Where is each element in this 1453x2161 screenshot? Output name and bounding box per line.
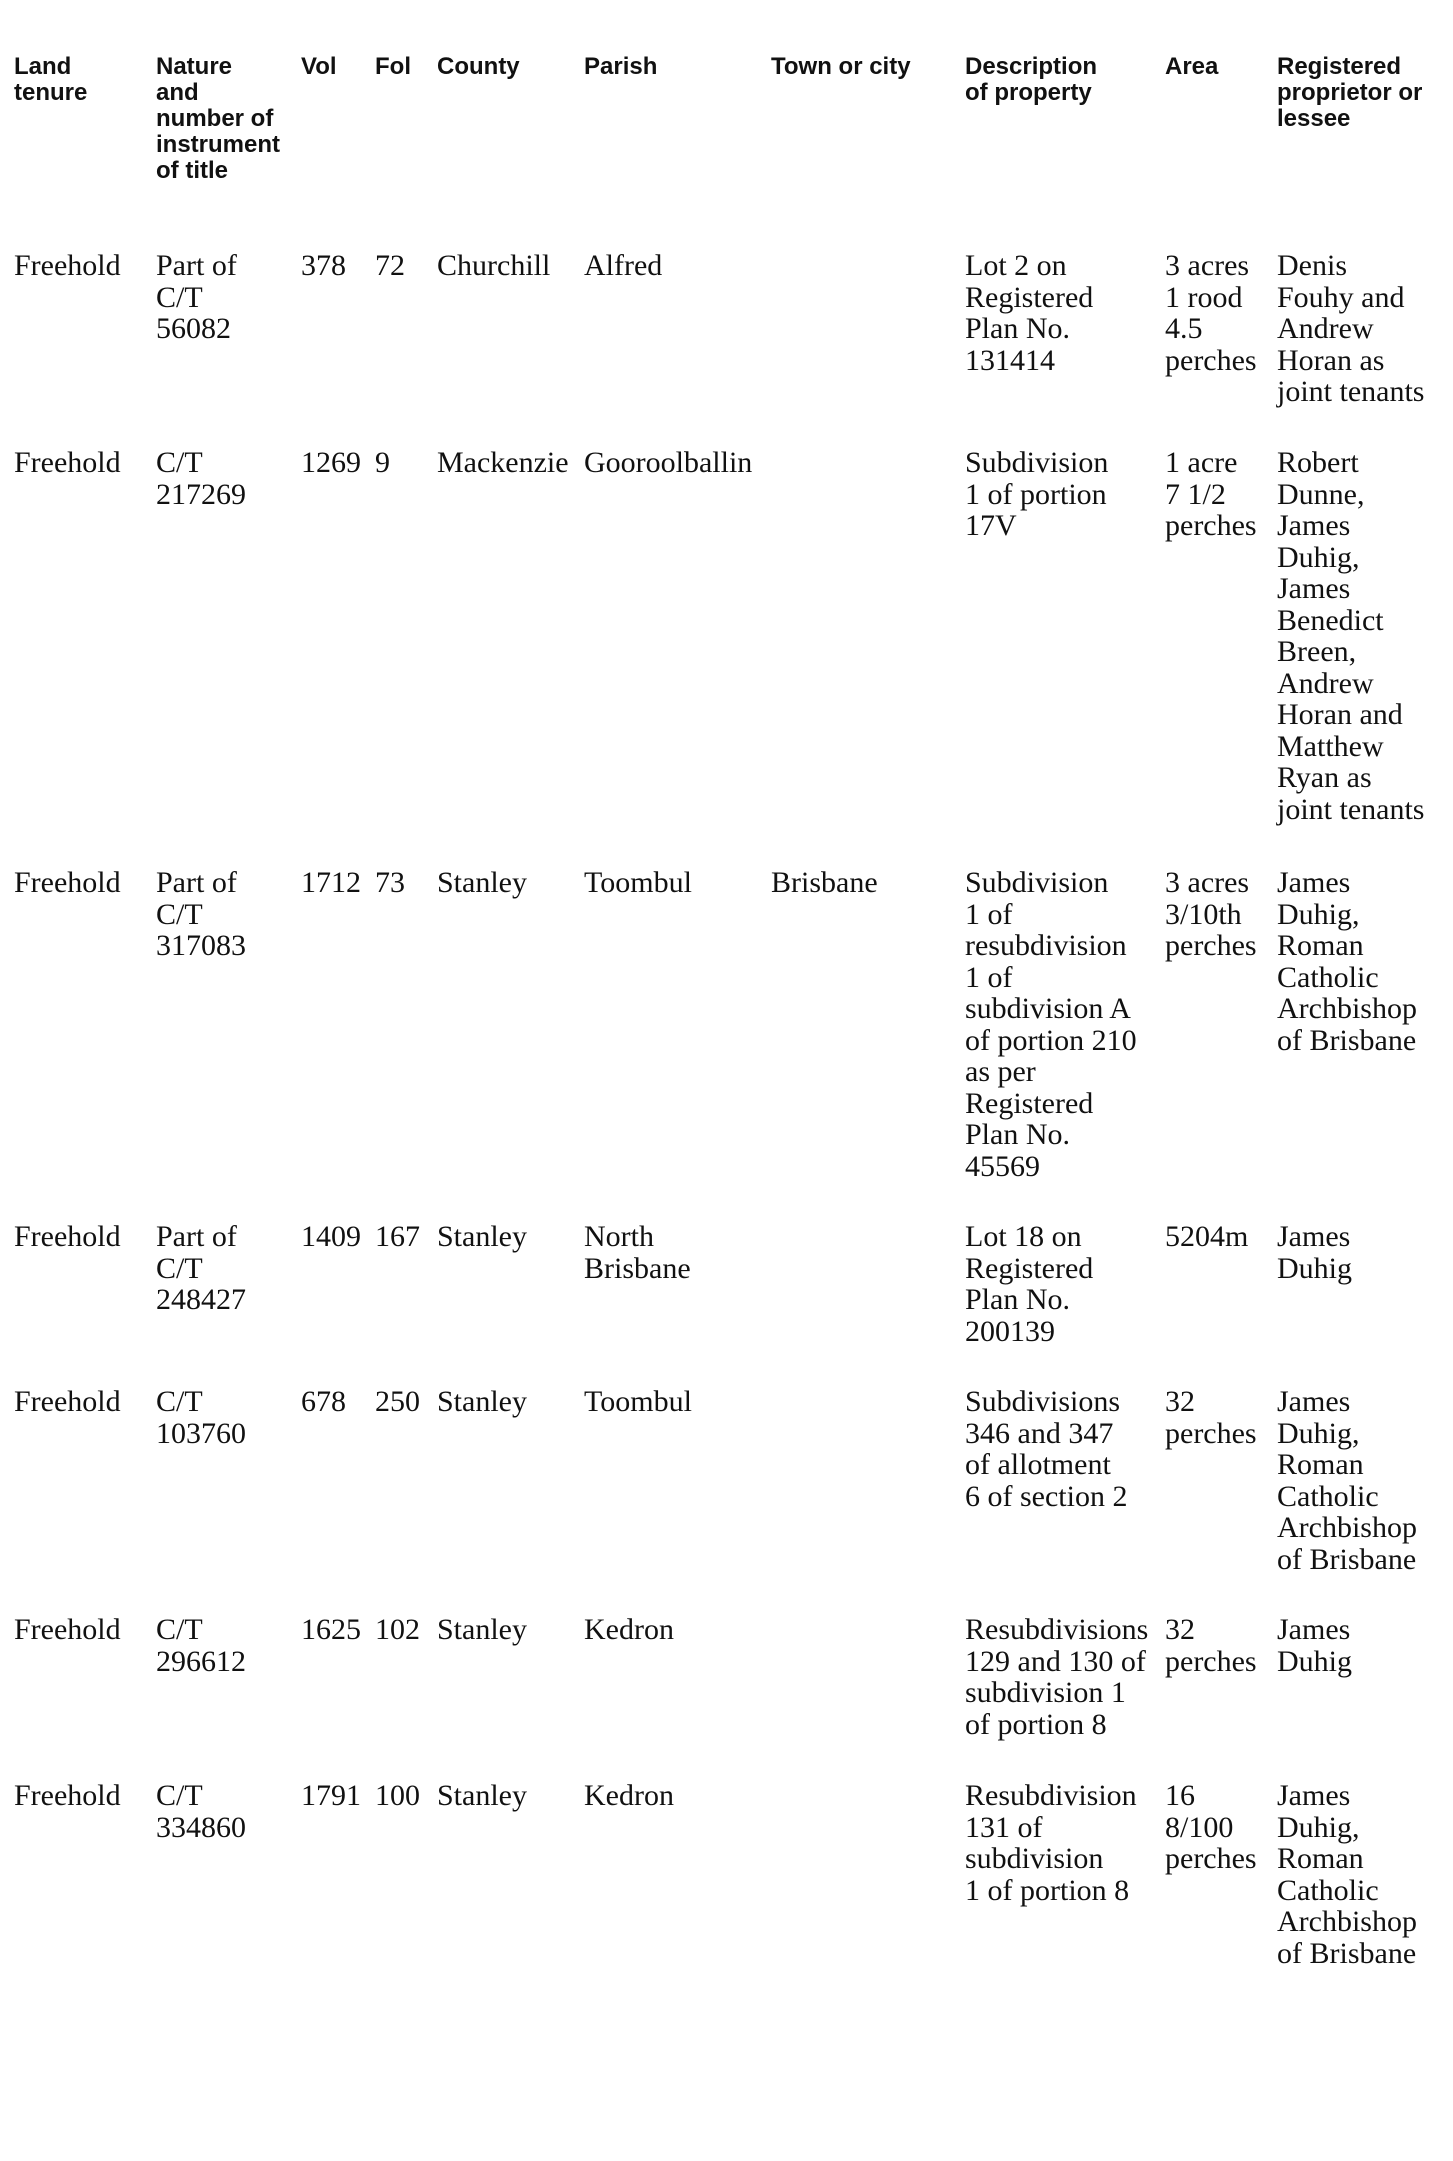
table-header (14, 54, 1444, 250)
cell-tenure: Freehold (14, 1613, 121, 1646)
cell-description: Resubdivision 131 of subdivision 1 of portion 8 (965, 1779, 1137, 1907)
cell-area: 1 acre 7 1/2 perches (1165, 446, 1257, 542)
table-row (14, 447, 1444, 867)
cell-nature: C/T 103760 (156, 1385, 246, 1450)
cell-proprietor: James Duhig, Roman Catholic Archbishop of Brisbane (1277, 1779, 1417, 1970)
cell-fol: 100 (375, 1779, 420, 1812)
cell-county: Mackenzie (437, 446, 569, 479)
table-row (14, 1386, 1444, 1614)
table-row (14, 1221, 1444, 1386)
cell-proprietor: James Duhig, Roman Catholic Archbishop of Brisbane (1277, 1385, 1417, 1576)
cell-parish: Toombul (584, 1385, 692, 1418)
table-row (14, 1780, 1444, 1980)
cell-fol: 102 (375, 1613, 420, 1646)
cell-town (771, 250, 965, 447)
table-body (14, 250, 1444, 1980)
cell-proprietor: James Duhig (1277, 1220, 1352, 1285)
header-fol: Fol (375, 53, 411, 80)
land-title-table (14, 54, 1444, 1980)
cell-vol: 1625 (301, 1613, 361, 1646)
header-land-tenure: Land tenure (14, 53, 88, 106)
cell-tenure: Freehold (14, 1220, 121, 1253)
cell-tenure: Freehold (14, 1385, 121, 1418)
header-area: Area (1165, 53, 1219, 80)
cell-area: 32 perches (1165, 1385, 1257, 1450)
cell-county: Stanley (437, 1779, 527, 1812)
cell-town (771, 447, 965, 867)
cell-nature: C/T 217269 (156, 446, 246, 511)
header-description: Description of property (965, 53, 1098, 106)
cell-description: Resubdivisions 129 and 130 of subdivision 1 of portion 8 (965, 1613, 1149, 1741)
cell-description: Lot 18 on Registered Plan No. 200139 (965, 1220, 1094, 1348)
header-row (14, 54, 1444, 250)
cell-town (771, 1614, 965, 1780)
cell-tenure: Freehold (14, 866, 121, 899)
cell-fol: 167 (375, 1220, 420, 1253)
table-row (14, 250, 1444, 447)
cell-fol: 9 (375, 446, 390, 479)
cell-area: 3 acres 3/10th perches (1165, 866, 1257, 962)
cell-fol: 250 (375, 1385, 420, 1418)
cell-tenure: Freehold (14, 446, 121, 479)
land-register-page (14, 54, 1444, 1980)
table-row (14, 1614, 1444, 1780)
cell-nature: Part of C/T 56082 (156, 249, 237, 345)
cell-area: 3 acres 1 rood 4.5 perches (1165, 249, 1257, 377)
cell-area: 16 8/100 perches (1165, 1779, 1257, 1875)
header-nature-instrument: Nature and number of instrument of title (156, 53, 281, 184)
cell-area: 32 perches (1165, 1613, 1257, 1678)
header-proprietor: Registered proprietor or lessee (1277, 53, 1423, 132)
cell-area: 5204m (1165, 1220, 1249, 1253)
cell-vol: 378 (301, 249, 346, 282)
cell-town (771, 1386, 965, 1614)
cell-vol: 678 (301, 1385, 346, 1418)
cell-tenure: Freehold (14, 249, 121, 282)
cell-proprietor: James Duhig, Roman Catholic Archbishop of Brisbane (1277, 866, 1417, 1057)
cell-parish: North Brisbane (584, 1220, 691, 1285)
cell-vol: 1269 (301, 446, 361, 479)
cell-description: Subdivision 1 of resubdivision 1 of subdivision A of portion 210 as per Registered Plan No. 45569 (965, 866, 1137, 1183)
cell-nature: Part of C/T 317083 (156, 866, 246, 962)
cell-county: Stanley (437, 1385, 527, 1418)
cell-fol: 73 (375, 866, 405, 899)
table-row (14, 867, 1444, 1221)
header-town: Town or city (771, 53, 911, 80)
cell-vol: 1712 (301, 866, 361, 899)
cell-description: Subdivision 1 of portion 17V (965, 446, 1109, 542)
cell-description: Subdivisions 346 and 347 of allotment 6 of section 2 (965, 1385, 1128, 1513)
cell-proprietor: James Duhig (1277, 1613, 1352, 1678)
cell-vol: 1791 (301, 1779, 361, 1812)
cell-parish: Alfred (584, 249, 663, 282)
cell-county: Stanley (437, 866, 527, 899)
cell-fol: 72 (375, 249, 405, 282)
cell-town: Brisbane (771, 866, 878, 899)
header-vol: Vol (301, 53, 337, 80)
cell-proprietor: Denis Fouhy and Andrew Horan as joint tenants (1277, 249, 1425, 408)
cell-parish: Kedron (584, 1779, 674, 1812)
cell-description: Lot 2 on Registered Plan No. 131414 (965, 249, 1094, 377)
cell-tenure: Freehold (14, 1779, 121, 1812)
cell-county: Stanley (437, 1220, 527, 1253)
cell-parish: Kedron (584, 1613, 674, 1646)
cell-county: Churchill (437, 249, 551, 282)
cell-vol: 1409 (301, 1220, 361, 1253)
cell-nature: C/T 334860 (156, 1779, 246, 1844)
cell-county: Stanley (437, 1613, 527, 1646)
cell-proprietor: Robert Dunne, James Duhig, James Benedict Breen, Andrew Horan and Matthew Ryan as joint tenants (1277, 446, 1425, 826)
cell-parish: Toombul (584, 866, 692, 899)
header-parish: Parish (584, 53, 658, 80)
cell-nature: Part of C/T 248427 (156, 1220, 246, 1316)
cell-town (771, 1221, 965, 1386)
cell-parish: Gooroolballin (584, 446, 753, 479)
cell-town (771, 1780, 965, 1980)
cell-nature: C/T 296612 (156, 1613, 246, 1678)
header-county: County (437, 53, 520, 80)
